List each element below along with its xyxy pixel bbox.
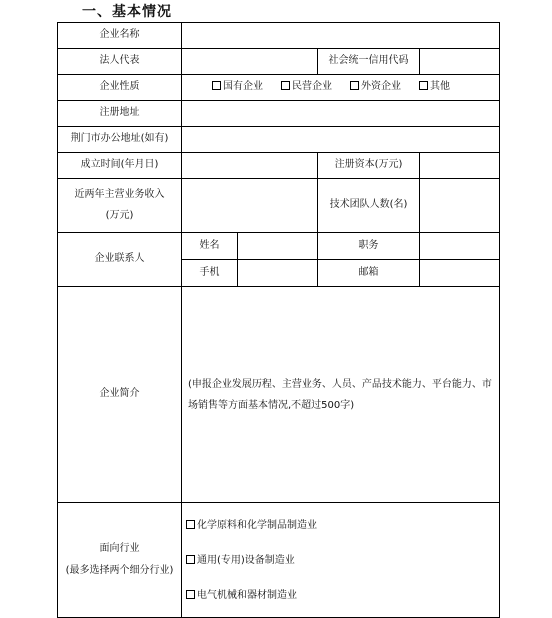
credit-code-label: 社会统一信用代码 [318, 49, 420, 75]
nature-option-foreign[interactable]: 外资企业 [350, 81, 401, 94]
company-name-field[interactable] [182, 23, 500, 49]
reg-address-field[interactable] [182, 101, 500, 127]
section-title: 一、基本情况 [82, 4, 172, 20]
contact-email-label: 邮箱 [318, 260, 420, 287]
revenue-field[interactable] [182, 179, 318, 233]
team-size-label: 技术团队人数(名) [318, 179, 420, 233]
basic-info-table [57, 22, 500, 618]
legal-rep-field[interactable] [182, 49, 318, 75]
industry-options [182, 503, 500, 618]
checkbox-icon [186, 590, 195, 599]
company-name-label: 企业名称 [58, 23, 182, 49]
industry-option-equipment[interactable]: 通用(专用)设备制造业 [186, 555, 495, 566]
credit-code-field[interactable] [420, 49, 500, 75]
checkbox-icon [186, 555, 195, 564]
checkbox-icon [281, 81, 290, 90]
reg-capital-label: 注册资本(万元) [318, 153, 420, 179]
industry-option-electrical[interactable]: 电气机械和器材制造业 [186, 590, 495, 601]
intro-field[interactable] [182, 287, 500, 503]
nature-option-private[interactable]: 民营企业 [281, 81, 332, 94]
contact-position-label: 职务 [318, 233, 420, 260]
intro-hint: (申报企业发展历程、主营业务、人员、产品技术能力、平台能力、市场销售等方面基本情况,不超过500字) [188, 378, 492, 411]
checkbox-icon [212, 81, 221, 90]
contact-label: 企业联系人 [58, 233, 182, 287]
industry-label: 面向行业 (最多选择两个细分行业) [58, 503, 182, 618]
nature-label: 企业性质 [58, 75, 182, 101]
industry-option-chemical[interactable]: 化学原料和化学制品制造业 [186, 520, 495, 531]
contact-phone-label: 手机 [182, 260, 238, 287]
contact-phone-field[interactable] [238, 260, 318, 287]
checkbox-icon [419, 81, 428, 90]
contact-name-field[interactable] [238, 233, 318, 260]
revenue-label: 近两年主营业务收入 (万元) [58, 179, 182, 233]
nature-options [182, 75, 500, 101]
legal-rep-label: 法人代表 [58, 49, 182, 75]
checkbox-icon [350, 81, 359, 90]
founded-field[interactable] [182, 153, 318, 179]
founded-label: 成立时间(年月日) [58, 153, 182, 179]
contact-name-label: 姓名 [182, 233, 238, 260]
office-address-label: 荆门市办公地址(如有) [58, 127, 182, 153]
contact-position-field[interactable] [420, 233, 500, 260]
office-address-field[interactable] [182, 127, 500, 153]
nature-option-other[interactable]: 其他 [419, 81, 450, 94]
nature-option-state[interactable]: 国有企业 [212, 81, 263, 94]
reg-capital-field[interactable] [420, 153, 500, 179]
team-size-field[interactable] [420, 179, 500, 233]
intro-label: 企业简介 [58, 287, 182, 503]
reg-address-label: 注册地址 [58, 101, 182, 127]
checkbox-icon [186, 520, 195, 529]
contact-email-field[interactable] [420, 260, 500, 287]
